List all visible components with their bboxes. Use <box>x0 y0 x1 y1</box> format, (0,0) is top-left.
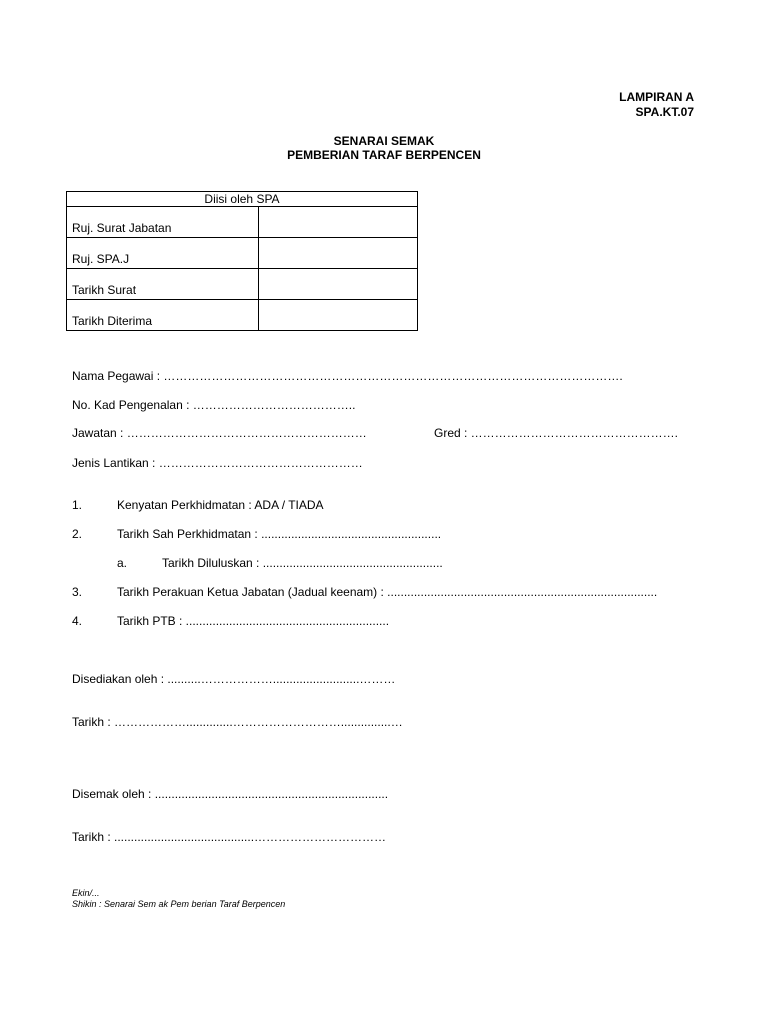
checklist-number: 2. <box>72 527 83 541</box>
footer-initials: Ekin/... <box>72 888 100 898</box>
table-row-value[interactable] <box>259 238 418 269</box>
grade-field: Gred : ……………………………………………. <box>434 426 679 440</box>
checklist-number: 4. <box>72 614 83 628</box>
checklist-number: 3. <box>72 585 83 599</box>
document-title: SENARAI SEMAK <box>333 134 435 148</box>
checklist-text: Kenyatan Perkhidmatan : ADA / TIADA <box>117 498 324 512</box>
attachment-reference: LAMPIRAN A <box>619 90 694 104</box>
form-code: SPA.KT.07 <box>635 105 694 119</box>
spa-table-heading: Diisi oleh SPA <box>67 192 418 207</box>
ic-number-field: No. Kad Pengenalan : ………………………………….. <box>72 398 356 412</box>
checklist-text: Tarikh Diluluskan : ...................................................... <box>162 556 443 570</box>
footer-file-reference: Shikin : Senarai Sem ak Pem berian Taraf Berpencen <box>72 899 286 909</box>
spa-use-table <box>66 191 418 331</box>
checklist-text: Tarikh PTB : ............................................................. <box>117 614 390 628</box>
appointment-type-field: Jenis Lantikan : …………………………………………… <box>72 456 363 470</box>
checklist-number: a. <box>117 556 128 570</box>
table-row <box>67 238 418 269</box>
table-row-label: Tarikh Surat <box>67 269 259 300</box>
table-row-value[interactable] <box>259 269 418 300</box>
table-row-label: Ruj. Surat Jabatan <box>67 207 259 238</box>
table-row <box>67 300 418 331</box>
table-row-label: Tarikh Diterima <box>67 300 259 331</box>
table-row-label: Ruj. SPA.J <box>67 238 259 269</box>
checked-by-field: Disemak oleh : ...................................................................... <box>72 787 389 801</box>
table-row <box>67 269 418 300</box>
officer-name-field: Nama Pegawai : ……………………………………………………………………………………………………. <box>72 369 623 383</box>
position-field: Jawatan : …………………………………………………… <box>72 426 367 440</box>
document-subtitle: PEMBERIAN TARAF BERPENCEN <box>287 148 481 162</box>
checklist-text: Tarikh Sah Perkhidmatan : ...................................................... <box>117 527 442 541</box>
checklist-text: Tarikh Perakuan Ketua Jabatan (Jadual keenam) : ................................................................................. <box>117 585 658 599</box>
prepared-by-field: Disediakan oleh : ..........………………..........................……… <box>72 672 396 686</box>
table-row-value[interactable] <box>259 300 418 331</box>
checklist-number: 1. <box>72 498 83 512</box>
prepared-date-field: Tarikh : ………………..............………………………...............… <box>72 715 403 729</box>
table-row-value[interactable] <box>259 207 418 238</box>
checked-date-field: Tarikh : ..........................................…………………………… <box>72 830 387 844</box>
table-row <box>67 207 418 238</box>
